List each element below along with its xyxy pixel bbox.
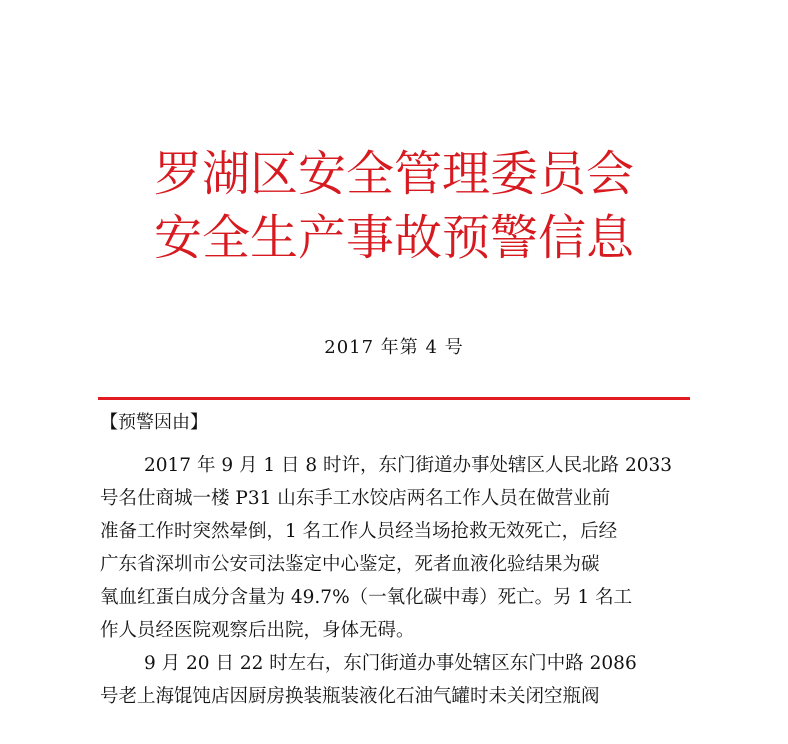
paragraph-1-line-1: 2017 年 9 月 1 日 8 时许，东门街道办事处辖区人民北路 2033 <box>144 455 673 476</box>
paragraph-1-line-5: 氧血红蛋白成分含量为 49.7%（一氧化碳中毒）死亡。另 1 名工 <box>100 587 633 608</box>
paragraph-2-line-1: 9 月 20 日 22 时左右，东门街道办事处辖区东门中路 2086 <box>144 653 637 674</box>
document-title-block <box>0 142 788 270</box>
paragraph-1-line-4: 广东省深圳市公安司法鉴定中心鉴定，死者血液化验结果为碳 <box>100 554 600 575</box>
paragraph-1-line-2: 号名仕商城一楼 P31 山东手工水饺店两名工作人员在做营业前 <box>100 488 611 509</box>
red-divider-line <box>98 397 690 400</box>
paragraph-1-line-3: 准备工作时突然晕倒，1 名工作人员经当场抢救无效死亡，后经 <box>100 521 618 542</box>
paragraph-1-line-6: 作人员经医院观察后出院，身体无碍。 <box>100 620 415 641</box>
document-body-text <box>100 449 688 713</box>
section-label-warning-reason: 【预警因由】 <box>100 412 208 433</box>
paragraph-2-line-2: 号老上海馄饨店因厨房换装瓶装液化石油气罐时未关闭空瓶阀 <box>100 686 600 707</box>
document-title-line-1: 罗湖区安全管理委员会 <box>153 146 634 202</box>
document-title-line-2: 安全生产事故预警信息 <box>153 210 634 266</box>
issue-number: 2017 年第 4 号 <box>324 337 464 358</box>
